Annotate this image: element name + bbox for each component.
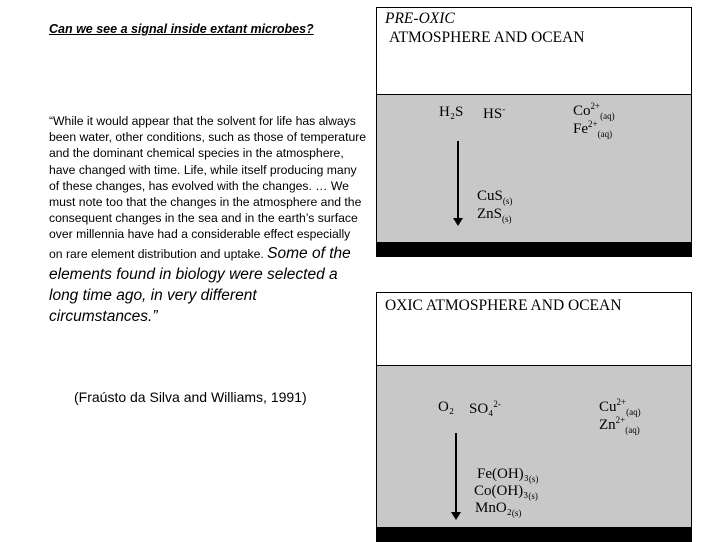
- species-fe: $Fe^{2+}_{(aq)}$: [573, 119, 613, 139]
- species-zns: ZnS$_{(s)}$: [477, 206, 512, 224]
- pre-oxic-atmosphere: [377, 8, 691, 95]
- precipitation-arrow: [455, 433, 457, 513]
- quote-italic: Some of the elements found in biology were selected a long time ago, in very different circumstances.”: [49, 244, 351, 325]
- sediment-band: [377, 527, 691, 541]
- species-cu: $Cu^{2+}_{(aq)}$: [599, 397, 641, 417]
- species-hs: HS-: [483, 104, 506, 122]
- species-so4: SO₄$^{2-}$: [469, 399, 501, 417]
- quote-plain: “While it would appear that the solvent for life has always been water, other conditions, such as those of temperature and the dominant chemical species in the atmosphere, have changed with time. Life, while itself producing many of these changes, has evolved with the changes. … We must note too that the changes in the atmosphere and the consequent changes in the sea and in the earth’s surface over millennia have had a considerable effect especially on rare element distribution and uptake.: [49, 114, 367, 261]
- species-co-oh3: $Co(OH)_3_{(s)}$: [474, 483, 538, 501]
- species-cus: CuS$_{(s)}$: [477, 188, 513, 206]
- slide-title: Can we see a signal inside extant microbes?: [49, 22, 314, 36]
- species-co: $Co^{2+}_{(aq)}$: [573, 101, 615, 121]
- oxic-atmosphere: [377, 293, 691, 366]
- species-zn: $Zn^{2+}_{(aq)}$: [599, 415, 640, 435]
- pre-oxic-title-line1: PRE-OXIC: [385, 10, 455, 27]
- quote-text: [49, 113, 367, 327]
- species-o2: O₂: [438, 399, 455, 415]
- precipitation-arrow: [457, 141, 459, 219]
- oxic-title: OXIC ATMOSPHERE AND OCEAN: [385, 297, 622, 314]
- pre-oxic-panel: [376, 7, 692, 257]
- citation: (Fraústo da Silva and Williams, 1991): [74, 389, 307, 405]
- species-h2s: H₂S: [439, 104, 464, 120]
- oxic-panel: [376, 292, 692, 542]
- sediment-band: [377, 242, 691, 256]
- species-mno2: $MnO_2_{(s)}$: [475, 500, 522, 518]
- pre-oxic-title-line2: ATMOSPHERE AND OCEAN: [389, 29, 585, 46]
- species-fe-oh3: $Fe(OH)_3_{(s)}$: [477, 466, 539, 484]
